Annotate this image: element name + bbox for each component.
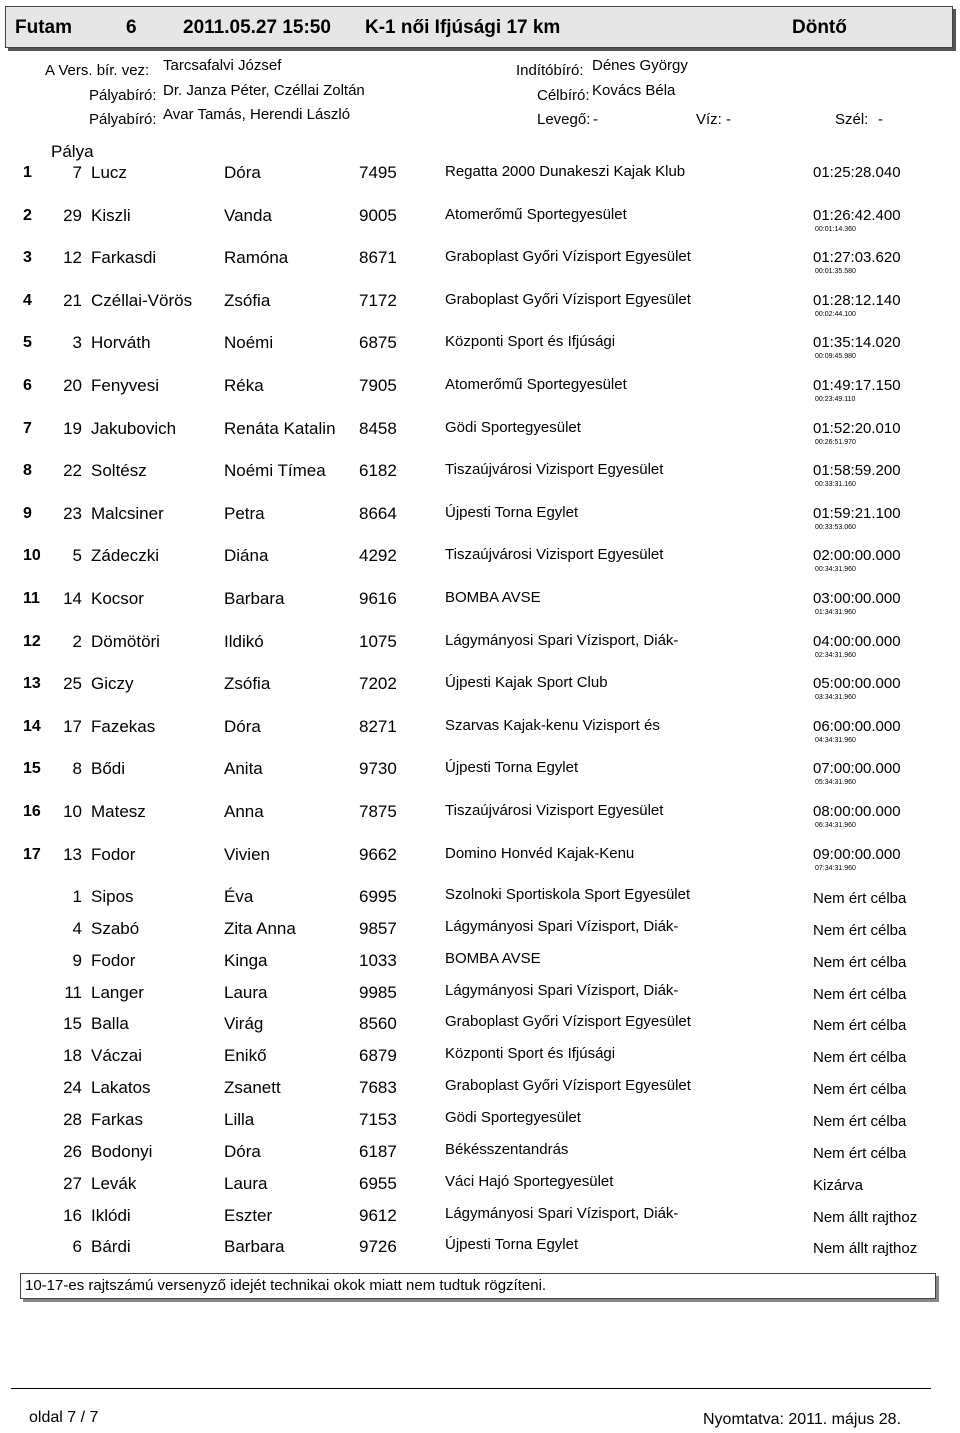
competitor-id: 7875 <box>359 802 397 821</box>
club-name: Graboplast Győri Vízisport Egyesület <box>445 290 691 308</box>
competitor-id: 7172 <box>359 290 397 310</box>
competitor-id: 6955 <box>359 1173 397 1193</box>
lane-number: 16 <box>63 1205 82 1225</box>
lane-number: 10 <box>63 802 82 821</box>
last-name: Bodonyi <box>91 1141 153 1161</box>
club-name: Lágymányosi Spari Vízisport, Diák- <box>445 631 679 649</box>
vers-bir-label: A Vers. bír. vez: <box>45 62 150 79</box>
time-behind: 00:09:45.980 <box>815 353 856 361</box>
competitor-id: 8271 <box>359 716 397 736</box>
result-status: Nem ért célba <box>813 921 907 939</box>
club-name: Szarvas Kajak-kenu Vizisport és <box>445 716 660 734</box>
club-name: Váci Hajó Sportegyesület <box>445 1172 614 1190</box>
non-finisher-row <box>0 1235 960 1275</box>
first-name: Kinga <box>224 950 268 970</box>
result-status: Nem ért célba <box>813 953 907 971</box>
club-name: Lágymányosi Spari Vízisport, Diák- <box>445 917 679 935</box>
first-name: Vivien <box>224 844 270 864</box>
palyabiro-value-2: Avar Tamás, Herendi László <box>163 106 351 123</box>
lane-number: 2 <box>72 631 82 651</box>
technical-note <box>20 1273 936 1299</box>
last-name: Giczy <box>91 674 134 694</box>
vers-bir-value: Tarcsafalvi József <box>163 57 282 74</box>
result-row <box>0 246 960 286</box>
last-name: Lakatos <box>91 1078 151 1098</box>
viz-value: - <box>726 111 731 128</box>
first-name: Ildikó <box>224 631 264 651</box>
first-name: Enikő <box>224 1046 267 1066</box>
lane-number: 1 <box>72 887 82 906</box>
club-name: BOMBA AVSE <box>445 589 541 606</box>
result-row <box>0 544 960 584</box>
lane-number: 3 <box>72 333 82 353</box>
last-name: Fodor <box>91 950 136 970</box>
lane-number: 14 <box>63 589 82 608</box>
finish-time: 02:00:00.000 <box>813 547 901 565</box>
last-name: Jakubovich <box>91 418 177 438</box>
time-behind: 00:33:31.160 <box>815 481 856 489</box>
race-datetime: 2011.05.27 15:50 <box>183 17 331 38</box>
time-behind: 01:34:31.960 <box>815 609 856 616</box>
competitor-id: 1033 <box>359 950 397 970</box>
rank: 13 <box>23 675 41 693</box>
heat-number: 6 <box>126 17 137 38</box>
time-behind: 04:34:31.960 <box>815 736 856 744</box>
result-status: Nem ért célba <box>813 1081 907 1099</box>
result-row <box>0 374 960 414</box>
lane-number: 29 <box>63 205 82 225</box>
viz-label: Víz: <box>696 111 722 128</box>
result-status: Nem ért célba <box>813 1017 907 1035</box>
celbiro-value: Kovács Béla <box>592 82 676 99</box>
finish-time: 06:00:00.000 <box>813 717 901 735</box>
competitor-id: 9726 <box>359 1237 397 1257</box>
finish-time: 01:28:12.140 <box>813 291 901 309</box>
result-row <box>0 289 960 329</box>
result-row <box>0 630 960 670</box>
time-behind: 00:33:53.060 <box>815 523 856 531</box>
rank: 1 <box>23 164 32 181</box>
technical-note-text: 10-17-es rajtszámú versenyző idejét technikai okok miatt nem tudtuk rögzíteni. <box>25 1277 547 1294</box>
lane-number: 15 <box>63 1014 82 1034</box>
finish-time: 01:27:03.620 <box>813 249 901 267</box>
footer-divider <box>11 1388 931 1389</box>
finish-time: 08:00:00.000 <box>813 803 901 820</box>
last-name: Szabó <box>91 918 140 938</box>
lane-number: 6 <box>72 1237 82 1257</box>
first-name: Réka <box>224 376 264 395</box>
first-name: Zita Anna <box>224 918 296 938</box>
rank: 9 <box>23 504 32 522</box>
club-name: Tiszaújvárosi Vizisport Egyesület <box>445 546 664 564</box>
last-name: Matesz <box>91 802 146 821</box>
first-name: Lilla <box>224 1109 255 1129</box>
result-status: Nem ért célba <box>813 1049 907 1067</box>
race-stage: Döntő <box>792 17 847 38</box>
time-behind: 07:34:31.960 <box>815 864 856 872</box>
rank: 12 <box>23 632 41 650</box>
first-name: Zsófia <box>224 290 271 310</box>
competitor-id: 7683 <box>359 1078 397 1098</box>
finish-time: 01:52:20.010 <box>813 419 901 437</box>
rank: 15 <box>23 760 41 778</box>
time-behind: 00:34:31.960 <box>815 566 856 574</box>
time-behind: 00:26:51.970 <box>815 438 856 446</box>
last-name: Váczai <box>91 1046 143 1066</box>
last-name: Horváth <box>91 333 151 353</box>
rank: 8 <box>23 462 32 480</box>
club-name: Lágymányosi Spari Vízisport, Diák- <box>445 981 679 999</box>
time-behind: 06:34:31.960 <box>815 822 856 829</box>
last-name: Kiszli <box>91 205 131 225</box>
palyabiro-label-1: Pályabíró: <box>89 87 157 104</box>
lane-number: 23 <box>63 503 82 523</box>
last-name: Bődi <box>91 759 126 779</box>
competitor-id: 6875 <box>359 333 397 353</box>
result-status: Nem állt rajthoz <box>813 1240 918 1258</box>
club-name: Atomerőmű Sportegyesület <box>445 376 627 393</box>
inditobiro-value: Dénes György <box>592 57 688 74</box>
club-name: Tiszaújvárosi Vizisport Egyesület <box>445 461 664 479</box>
first-name: Ramóna <box>224 248 289 268</box>
first-name: Barbara <box>224 1237 285 1257</box>
last-name: Langer <box>91 982 144 1002</box>
first-name: Laura <box>224 982 268 1002</box>
finish-time: 01:35:14.020 <box>813 334 901 352</box>
last-name: Fenyvesi <box>91 376 160 395</box>
heat-label: Futam <box>15 17 72 38</box>
result-row <box>0 715 960 755</box>
finish-time: 07:00:00.000 <box>813 760 901 778</box>
club-name: Gödi Sportegyesület <box>445 1108 581 1126</box>
finish-time: 01:58:59.200 <box>813 462 901 480</box>
competitor-id: 6187 <box>359 1141 397 1161</box>
finish-time: 01:49:17.150 <box>813 377 901 394</box>
competitor-id: 9005 <box>359 205 397 225</box>
first-name: Anita <box>224 759 263 779</box>
result-row <box>0 161 960 201</box>
competitor-id: 6879 <box>359 1046 397 1066</box>
lane-number: 11 <box>64 982 82 1002</box>
last-name: Malcsiner <box>91 503 164 523</box>
competitor-id: 9662 <box>359 844 397 864</box>
lane-number: 9 <box>72 950 82 970</box>
club-name: Regatta 2000 Dunakeszi Kajak Klub <box>445 163 686 180</box>
lane-number: 27 <box>63 1173 82 1193</box>
club-name: Graboplast Győri Vízisport Egyesület <box>445 1077 691 1095</box>
palyabiro-value-1: Dr. Janza Péter, Czéllai Zoltán <box>163 82 365 99</box>
result-row <box>0 672 960 712</box>
rank: 10 <box>23 547 41 565</box>
time-behind: 00:01:35.580 <box>815 268 856 276</box>
last-name: Iklódi <box>91 1205 131 1225</box>
result-row <box>0 843 960 883</box>
first-name: Anna <box>224 802 264 821</box>
club-name: Újpesti Torna Egylet <box>445 503 579 521</box>
last-name: Sipos <box>91 887 134 906</box>
club-name: Graboplast Győri Vízisport Egyesület <box>445 1013 691 1031</box>
result-row <box>0 204 960 244</box>
last-name: Kocsor <box>91 589 144 608</box>
first-name: Zsanett <box>224 1078 281 1098</box>
competitor-id: 9612 <box>359 1205 397 1225</box>
result-row <box>0 417 960 457</box>
club-name: Gödi Sportegyesület <box>445 418 581 436</box>
rank: 7 <box>23 419 32 437</box>
celbiro-label: Célbíró: <box>537 87 590 104</box>
club-name: Szolnoki Sportiskola Sport Egyesület <box>445 886 691 903</box>
last-name: Bárdi <box>91 1237 131 1257</box>
result-row <box>0 757 960 797</box>
result-status: Nem ért célba <box>813 1112 907 1130</box>
palyabiro-label-2: Pályabíró: <box>89 111 157 128</box>
first-name: Virág <box>224 1014 264 1034</box>
first-name: Dóra <box>224 163 261 182</box>
last-name: Levák <box>91 1173 137 1193</box>
lane-number: 8 <box>72 759 82 779</box>
finish-time: 03:00:00.000 <box>813 590 901 607</box>
szel-label: Szél: <box>835 111 869 128</box>
first-name: Éva <box>224 887 254 906</box>
competitor-id: 8664 <box>359 503 397 523</box>
lane-number: 24 <box>63 1078 82 1098</box>
first-name: Dóra <box>224 1141 261 1161</box>
competitor-id: 8458 <box>359 418 397 438</box>
competitor-id: 7153 <box>359 1109 397 1129</box>
club-name: Központi Sport és Ifjúsági <box>445 1045 616 1063</box>
result-status: Nem ért célba <box>813 985 907 1003</box>
first-name: Zsófia <box>224 674 271 694</box>
result-row <box>0 502 960 542</box>
rank: 3 <box>23 249 32 267</box>
lane-number: 17 <box>63 716 82 736</box>
competitor-id: 8560 <box>359 1014 397 1034</box>
first-name: Noémi Tímea <box>224 461 326 481</box>
finish-time: 05:00:00.000 <box>813 675 901 693</box>
time-behind: 00:23:49.110 <box>815 396 856 403</box>
rank: 5 <box>23 334 32 352</box>
competitor-id: 6182 <box>359 461 397 481</box>
levego-value: - <box>593 111 598 128</box>
club-name: Újpesti Torna Egylet <box>445 759 579 777</box>
club-name: Domino Honvéd Kajak-Kenu <box>445 844 635 862</box>
inditobiro-label: Indítóbíró: <box>516 62 584 79</box>
lane-number: 18 <box>63 1046 82 1066</box>
lane-number: 21 <box>63 290 82 310</box>
result-row <box>0 331 960 371</box>
rank: 11 <box>23 590 40 607</box>
result-row <box>0 459 960 499</box>
levego-label: Levegő: <box>537 111 591 128</box>
event-name: K-1 női Ifjúsági 17 km <box>365 17 561 38</box>
first-name: Vanda <box>224 205 272 225</box>
last-name: Lucz <box>91 163 127 182</box>
club-name: Graboplast Győri Vízisport Egyesület <box>445 248 691 266</box>
rank: 16 <box>23 803 41 820</box>
result-status: Nem ért célba <box>813 1144 907 1162</box>
club-name: BOMBA AVSE <box>445 949 541 967</box>
result-row <box>0 587 960 627</box>
last-name: Zádeczki <box>91 546 160 566</box>
time-behind: 02:34:31.960 <box>815 651 856 659</box>
race-header-banner <box>5 6 953 48</box>
time-behind: 00:01:14.360 <box>815 225 856 233</box>
competitor-id: 7905 <box>359 376 397 395</box>
finish-time: 01:25:28.040 <box>813 164 901 181</box>
time-behind: 03:34:31.960 <box>815 694 856 702</box>
competitor-id: 9616 <box>359 589 397 608</box>
club-name: Tiszaújvárosi Vizisport Egyesület <box>445 802 664 819</box>
last-name: Farkasdi <box>91 248 157 268</box>
finish-time: 01:59:21.100 <box>813 504 901 522</box>
lane-number: 25 <box>63 674 82 694</box>
lane-number: 7 <box>72 163 82 182</box>
competitor-id: 4292 <box>359 546 397 566</box>
lane-number: 22 <box>63 461 82 481</box>
first-name: Barbara <box>224 589 285 608</box>
last-name: Farkas <box>91 1109 143 1129</box>
result-status: Nem ért célba <box>813 890 907 907</box>
rank: 6 <box>23 377 32 394</box>
lane-column-header: Pálya <box>51 142 94 161</box>
print-date: Nyomtatva: 2011. május 28. <box>703 1411 902 1428</box>
club-name: Békésszentandrás <box>445 1140 569 1158</box>
last-name: Dömötöri <box>91 631 160 651</box>
rank: 17 <box>23 845 41 863</box>
last-name: Balla <box>91 1014 129 1034</box>
club-name: Atomerőmű Sportegyesület <box>445 205 627 223</box>
result-row <box>0 800 960 840</box>
result-status: Nem állt rajthoz <box>813 1208 918 1226</box>
time-behind: 05:34:31.960 <box>815 779 856 787</box>
lane-number: 4 <box>72 918 82 938</box>
lane-number: 19 <box>63 418 82 438</box>
competitor-id: 7495 <box>359 163 397 182</box>
competitor-id: 9985 <box>359 982 397 1002</box>
competitor-id: 9730 <box>359 759 397 779</box>
finish-time: 09:00:00.000 <box>813 845 901 863</box>
competitor-id: 8671 <box>359 248 397 268</box>
first-name: Dóra <box>224 716 261 736</box>
rank: 2 <box>23 206 32 224</box>
club-name: Lágymányosi Spari Vízisport, Diák- <box>445 1204 679 1222</box>
finish-time: 01:26:42.400 <box>813 206 901 224</box>
first-name: Noémi <box>224 333 274 353</box>
club-name: Központi Sport és Ifjúsági <box>445 333 616 351</box>
competitor-id: 1075 <box>359 631 397 651</box>
first-name: Eszter <box>224 1205 273 1225</box>
first-name: Petra <box>224 503 265 523</box>
last-name: Fazekas <box>91 716 156 736</box>
time-behind: 00:02:44.100 <box>815 310 856 318</box>
rank: 14 <box>23 717 41 735</box>
first-name: Laura <box>224 1173 268 1193</box>
first-name: Renáta Katalin <box>224 418 336 438</box>
lane-number: 12 <box>63 248 82 268</box>
club-name: Újpesti Torna Egylet <box>445 1236 579 1254</box>
last-name: Fodor <box>91 844 136 864</box>
finish-time: 04:00:00.000 <box>813 632 901 650</box>
club-name: Újpesti Kajak Sport Club <box>445 674 608 692</box>
lane-number: 13 <box>63 844 82 864</box>
rank: 4 <box>23 291 32 309</box>
first-name: Diána <box>224 546 269 566</box>
lane-number: 28 <box>63 1109 82 1129</box>
competitor-id: 6995 <box>359 887 397 906</box>
result-status: Kizárva <box>813 1176 864 1194</box>
last-name: Czéllai-Vörös <box>91 290 193 310</box>
lane-number: 20 <box>63 376 82 395</box>
szel-value: - <box>878 111 883 128</box>
lane-number: 26 <box>63 1141 82 1161</box>
last-name: Soltész <box>91 461 147 481</box>
competitor-id: 9857 <box>359 918 397 938</box>
competitor-id: 7202 <box>359 674 397 694</box>
page-number: oldal 7 / 7 <box>29 1409 99 1426</box>
lane-number: 5 <box>72 546 82 566</box>
